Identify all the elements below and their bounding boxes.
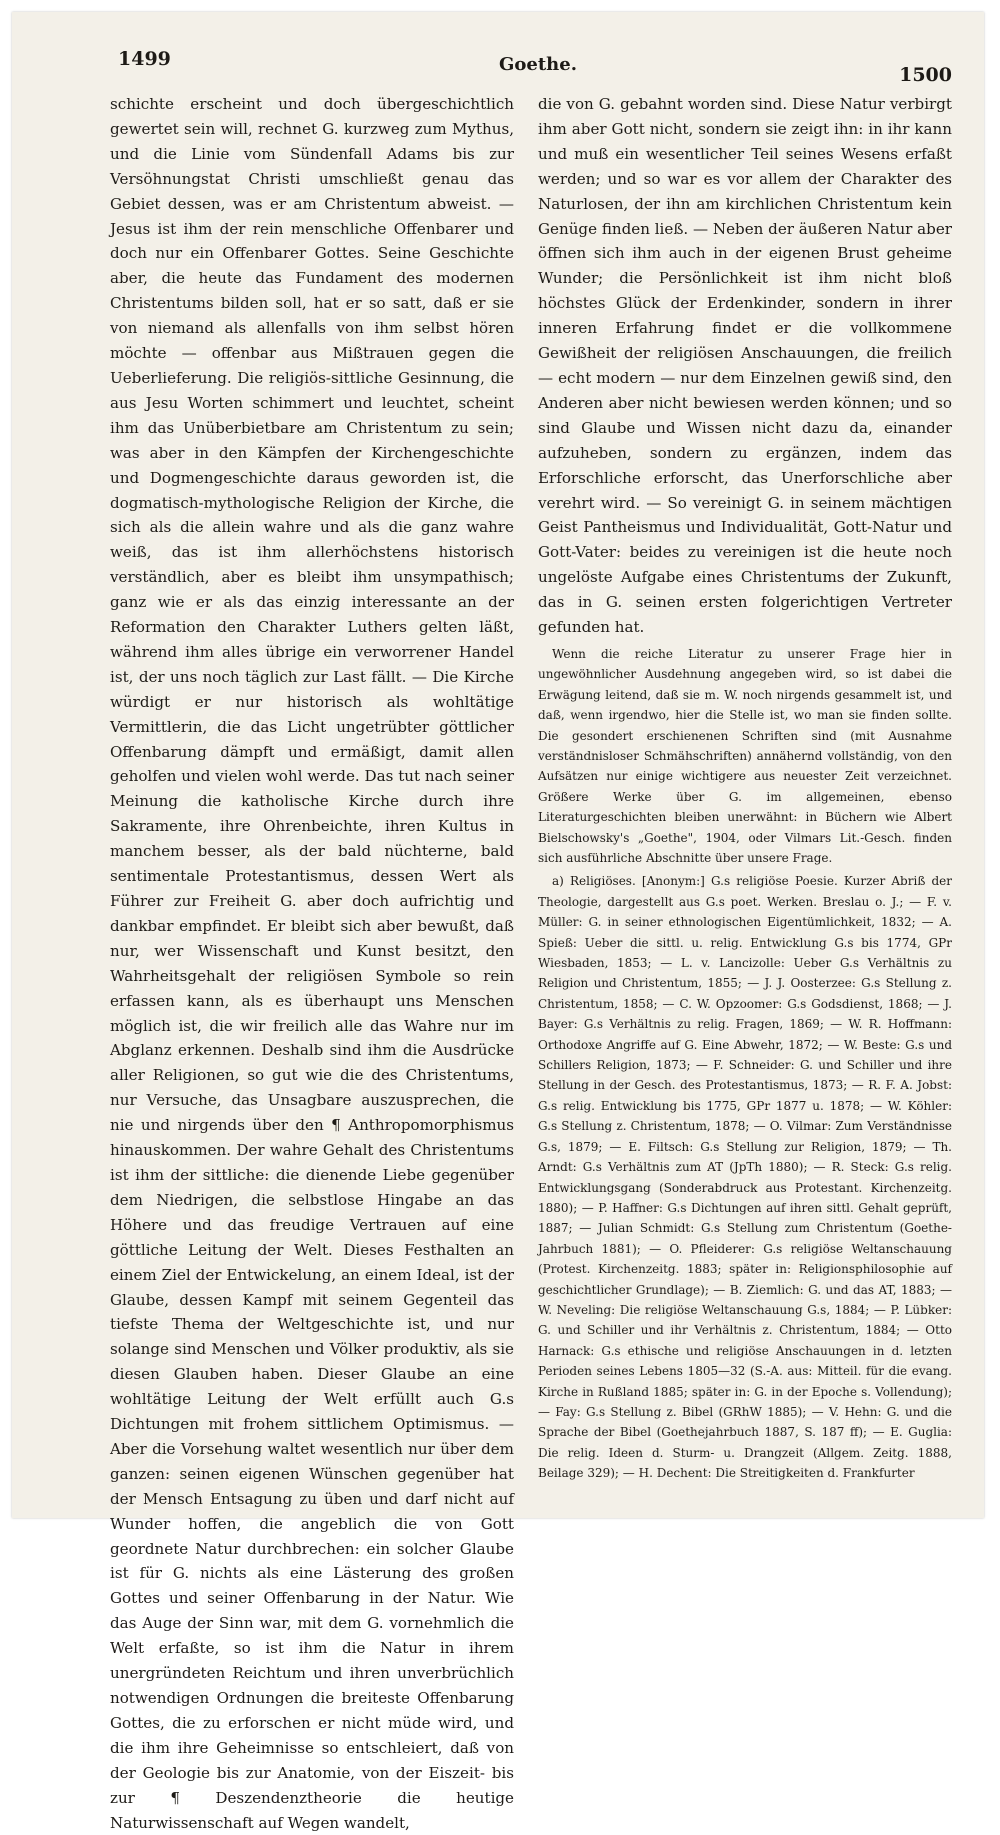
right-column: [538, 92, 952, 1484]
bibliography: a) Religiöses. [Anonym:] G.s religiöse Poesie. Kurzer Abriß der Theologie, dargestellt aus G.s poet. Werken. Breslau o. J.; — F. v. Müller: G. in seiner ethnologischen Eigentümlichkeit, 1832; — A. Spieß: Ueber die sittl. u. relig. Entwicklung G.s bis 1774, GPr Wiesbaden, 1853; — L. v. Lancizolle: Ueber G.s Verhältnis zu Religion und Christentum, 1855; — J. J. Oosterzee: G.s Stellung z. Christentum, 1858; — C. W. Opzoomer: G.s Godsdienst, 1868; — J. Bayer: G.s Verhältnis zu relig. Fragen, 1869; — W. R. Hoffmann: Orthodoxe Angriffe auf G. Eine Abwehr, 1872; — W. Beste: G.s und Schillers Religion, 1873; — F. Schneider: G. und Schiller und ihre Stellung in der Gesch. des Protestantismus, 1873; — R. F. A. Jobst: G.s relig. Entwicklung bis 1775, GPr 1877 u. 1878; — W. Köhler: G.s Stellung z. Christentum, 1878; — O. Vilmar: Zum Verständnisse G.s, 1879; — E. Filtsch: G.s Stellung zur Religion, 1879; — Th. Arndt: G.s Verhältnis zum AT (JpTh 1880); — R. Steck: G.s relig. Entwicklungsgang (Sonderabdruck aus Protestant. Kirchenzeitg. 1880); — P. Haffner: G.s Dichtungen auf ihren sittl. Gehalt geprüft, 1887; — Julian Schmidt: G.s Stellung zum Christentum (Goethe-Jahrbuch 1881); — O. Pfleiderer: G.s religiöse Weltanschauung (Protest. Kirchenzeitg. 1883; später in: Religionsphilosophie auf geschichtlicher Grundlage); — B. Ziemlich: G. und das AT, 1883; — W. Neveling: Die religiöse Weltanschauung G.s, 1884; — P. Lübker: G. und Schiller und ihr Verhältnis z. Christentum, 1884; — Otto Harnack: G.s ethische und religiöse Anschauungen in d. letzten Perioden seines Lebens 1805—32 (S.-A. aus: Mitteil. für die evang. Kirche in Rußland 1885; später in: G. in der Epoche s. Vollendung); — Fay: G.s Stellung z. Bibel (GRhW 1885); — V. Hehn: G. und die Sprache der Bibel (Goethejahrbuch 1887, S. 187 ff); — E. Guglia: Die relig. Ideen d. Sturm- u. Drangzeit (Allgem. Zeitg. 1888, Beilage 329); — H. Dechent: Die Streitigkeiten d. Frankfurter: [538, 874, 952, 1481]
page-number-left: 1499: [118, 48, 171, 70]
right-column-text: die von G. gebahnt worden sind. Diese Natur verbirgt ihm aber Gott nicht, sondern sie zeigt ihn: in ihr kann und muß ein wesentlicher Teil seines Wesens erfaßt werden; und so war es vor allem der Charakter des Naturlosen, der ihn am kirchlichen Christentum kein Genüge finden ließ. — Neben der äußeren Natur aber öffnen sich ihm auch in der eigenen Brust geheime Wunder; die Persönlichkeit ist ihm nicht bloß höchstes Glück der Erdenkinder, sondern in ihrer inneren Erfahrung findet er die vollkommene Gewißheit der religiösen Anschauungen, die freilich — echt modern — nur dem Einzelnen gewiß sind, den Anderen aber nicht bewiesen werden können; und so sind Glaube und Wissen nicht dazu da, einander aufzuheben, sondern zu ergänzen, indem das Erforschliche erforscht, das Unerforschliche aber verehrt wird. — So vereinigt G. in seinem mächtigen Geist Pantheismus und Individualität, Gott-Natur und Gott-Vater: beides zu vereinigen ist die heute noch ungelöste Aufgabe eines Christentums der Zukunft, das in G. seinen ersten folgerichtigen Vertreter gefunden hat.: [538, 95, 952, 637]
left-column: [110, 92, 514, 1835]
page-header: [118, 48, 958, 84]
running-title: Goethe.: [499, 54, 577, 75]
literature-note: Wenn die reiche Literatur zu unserer Frage hier in ungewöhnlicher Ausdehnung angegeben wird, so ist dabei die Erwägung leitend, daß sie m. W. noch nirgends gesammelt ist, und daß, wenn irgendwo, hier die Stelle ist, wo man sie finden sollte. Die gesondert erschienenen Schriften sind (mit Ausnahme verständnisloser Schmähschriften) annähernd vollständig, von den Aufsätzen nur einige wichtigere aus neuester Zeit verzeichnet. Größere Werke über G. im allgemeinen, ebenso Literaturgeschichten bleiben unerwähnt: in Büchern wie Albert Bielschowsky's „Goethe", 1904, oder Vilmars Lit.-Gesch. finden sich ausführliche Abschnitte über unsere Frage.: [538, 646, 952, 865]
page-number-right: 1500: [899, 64, 952, 86]
left-column-text: schichte erscheint und doch übergeschichtlich gewertet sein will, rechnet G. kurzweg zum Mythus, und die Linie vom Sündenfall Adams bis zur Versöhnungstat Christi umschließt genau das Gebiet dessen, was er am Christentum abweist. — Jesus ist ihm der rein menschliche Offenbarer und doch nur ein Offenbarer Gottes. Seine Geschichte aber, die heute das Fundament des modernen Christentums bilden soll, hat er so satt, daß er sie von niemand als allenfalls von ihm selbst hören möchte — offenbar aus Mißtrauen gegen die Ueberlieferung. Die religiös-sittliche Gesinnung, die aus Jesu Worten schimmert und leuchtet, scheint ihm das Unüberbietbare am Christentum zu sein; was aber in den Kämpfen der Kirchengeschichte und Dogmengeschichte daraus geworden ist, die dogmatisch-mythologische Religion der Kirche, die sich als die allein wahre und als die ganz wahre weiß, das ist ihm allerhöchstens historisch verständlich, aber es bleibt ihm unsympathisch; ganz wie er als das einzig interessante an der Reformation den Charakter Luthers gelten läßt, während ihm alles übrige ein verworrener Handel ist, der uns noch täglich zur Last fällt. — Die Kirche würdigt er nur historisch als wohltätige Vermittlerin, die das Licht ungetrübter göttlicher Offenbarung dämpft und ermäßigt, damit allen geholfen und vielen wohl werde. Das tut nach seiner Meinung die katholische Kirche durch ihre Sakramente, ihre Ohrenbeichte, ihren Kultus in manchem besser, als der bald nüchterne, bald sentimentale Protestantismus, dessen Wert als Führer zur Freiheit G. aber doch aufrichtig und dankbar empfindet. Er bleibt sich aber bewußt, daß nur, wer Wissenschaft und Kunst besitzt, den Wahrheitsgehalt der religiösen Symbole so rein erfassen kann, als es überhaupt uns Menschen möglich ist, die wir freilich alle das Wahre nur im Abglanz erkennen. Deshalb sind ihm die Ausdrücke aller Religionen, so gut wie die des Christentums, nur Versuche, das Unsagbare auszusprechen, die nie und nirgends über den ¶ Anthropomorphismus hinauskommen. Der wahre Gehalt des Christentums ist ihm der sittliche: die dienende Liebe gegenüber dem Niedrigen, die selbstlose Hingabe an das Höhere und das freudige Vertrauen auf eine göttliche Leitung der Welt. Dieses Festhalten an einem Ziel der Entwickelung, an einem Ideal, ist der Glaube, dessen Kampf mit seinem Gegenteil das tiefste Thema der Weltgeschichte ist, und nur solange sind Menschen und Völker produktiv, als sie diesen Glauben haben. Dieser Glaube an eine wohltätige Leitung der Welt erfüllt auch G.s Dichtungen mit frohem sittlichem Optimismus. — Aber die Vorsehung waltet wesentlich nur über dem ganzen: seinen eigenen Wünschen gegenüber hat der Mensch Entsagung zu üben und darf nicht auf Wunder hoffen, die angeblich die von Gott geordnete Natur durchbrechen: ein solcher Glaube ist für G. nichts als eine Lästerung des großen Gottes und seiner Offenbarung in der Natur. Wie das Auge der Sinn war, mit dem G. vornehmlich die Welt erfaßte, so ist ihm die Natur in ihrem unergründeten Reichtum und ihren unverbrüchlich notwendigen Ordnungen die breiteste Offenbarung Gottes, die zu erforschen er nicht müde wird, und die ihm ihre Geheimnisse so entschleiert, daß von der Geologie bis zur Anatomie, von der Eiszeit- bis zur ¶ Deszendenztheorie die heutige Naturwissenschaft auf Wegen wandelt,: [110, 95, 514, 1832]
